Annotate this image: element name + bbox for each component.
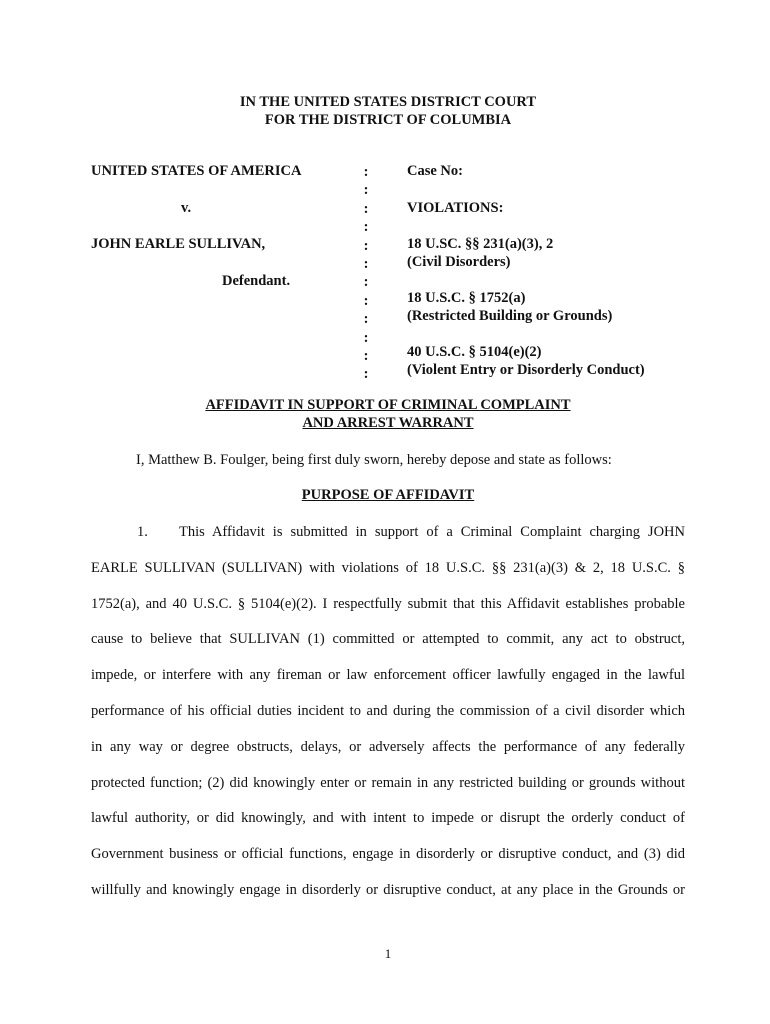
caption-colon: : <box>363 237 369 254</box>
caption-colon: : <box>363 329 369 346</box>
caption-colon-column <box>360 163 372 384</box>
violation-description: (Civil Disorders) <box>407 254 511 270</box>
paragraph-line: willfully and knowingly engage in disorderly or disruptive conduct, at any place in the Grounds or <box>91 881 685 898</box>
case-number-label: Case No: <box>407 163 463 179</box>
paragraph-line: 1752(a), and 40 U.S.C. § 5104(e)(2). I respectfully submit that this Affidavit establishes probable <box>91 595 685 612</box>
paragraph-line: impede, or interfere with any fireman or law enforcement officer lawfully engaged in the lawful <box>91 667 685 684</box>
caption-colon: : <box>363 274 369 291</box>
defendant-label: Defendant. <box>222 273 291 289</box>
paragraph-number: 1. <box>137 524 148 540</box>
title-line: AFFIDAVIT IN SUPPORT OF CRIMINAL COMPLAINT <box>205 397 571 413</box>
paragraph-line: EARLE SULLIVAN (SULLIVAN) with violations of 18 U.S.C. §§ 231(a)(3) & 2, 18 U.S.C. § <box>91 559 685 576</box>
caption-colon: : <box>363 311 369 328</box>
caption-colon: : <box>363 292 369 309</box>
paragraph-line: cause to believe that SULLIVAN (1) committed or attempted to commit, any act to obstruct, <box>91 631 685 648</box>
caption-colon: : <box>363 366 369 383</box>
section-heading: PURPOSE OF AFFIDAVIT <box>301 487 475 503</box>
caption-colon: : <box>363 219 369 236</box>
violations-label: VIOLATIONS: <box>407 200 504 216</box>
paragraph-1 <box>91 515 685 909</box>
paragraph-line: protected function; (2) did knowingly enter or remain in any restricted building or grounds without <box>91 774 685 791</box>
violation-description: (Restricted Building or Grounds) <box>407 308 613 324</box>
court-district: FOR THE DISTRICT OF COLUMBIA <box>264 112 512 128</box>
caption-colon: : <box>363 164 369 180</box>
defendant-name: JOHN EARLE SULLIVAN, <box>91 236 266 252</box>
paragraph-line: 1. This Affidavit is submitted in support of a Criminal Complaint charging JOHN <box>91 515 685 551</box>
caption-colon: : <box>363 255 369 272</box>
paragraph-line: Government business or official functions, engage in disorderly or disruptive conduct, and (3) did <box>91 846 685 863</box>
violation-statute: 18 U.S.C. § 1752(a) <box>407 290 526 306</box>
violation-statute: 40 U.S.C. § 5104(e)(2) <box>407 344 542 360</box>
affiant-statement: I, Matthew B. Foulger, being first duly sworn, hereby depose and state as follows: <box>136 452 612 468</box>
plaintiff-name: UNITED STATES OF AMERICA <box>91 163 302 179</box>
court-heading <box>0 93 770 129</box>
violation-description: (Violent Entry or Disorderly Conduct) <box>407 362 645 378</box>
paragraph-line: performance of his official duties incident to and during the commission of a civil disorder which <box>91 702 685 719</box>
court-name: IN THE UNITED STATES DISTRICT COURT <box>239 94 537 110</box>
caption-colon: : <box>363 200 369 217</box>
caption-colon: : <box>363 347 369 364</box>
case-caption <box>0 163 770 383</box>
paragraph-line: lawful authority, or did knowingly, and with intent to impede or disrupt the orderly conduct of <box>91 810 685 827</box>
paragraph-line: in any way or degree obstructs, delays, or adversely affects the performance of any federally <box>91 738 685 755</box>
caption-colon: : <box>363 182 369 199</box>
document-title <box>0 396 770 432</box>
violation-statute: 18 U.SC. §§ 231(a)(3), 2 <box>407 236 554 252</box>
versus-label: v. <box>181 200 192 216</box>
page-number: 1 <box>384 946 392 961</box>
title-line: AND ARREST WARRANT <box>302 415 474 431</box>
